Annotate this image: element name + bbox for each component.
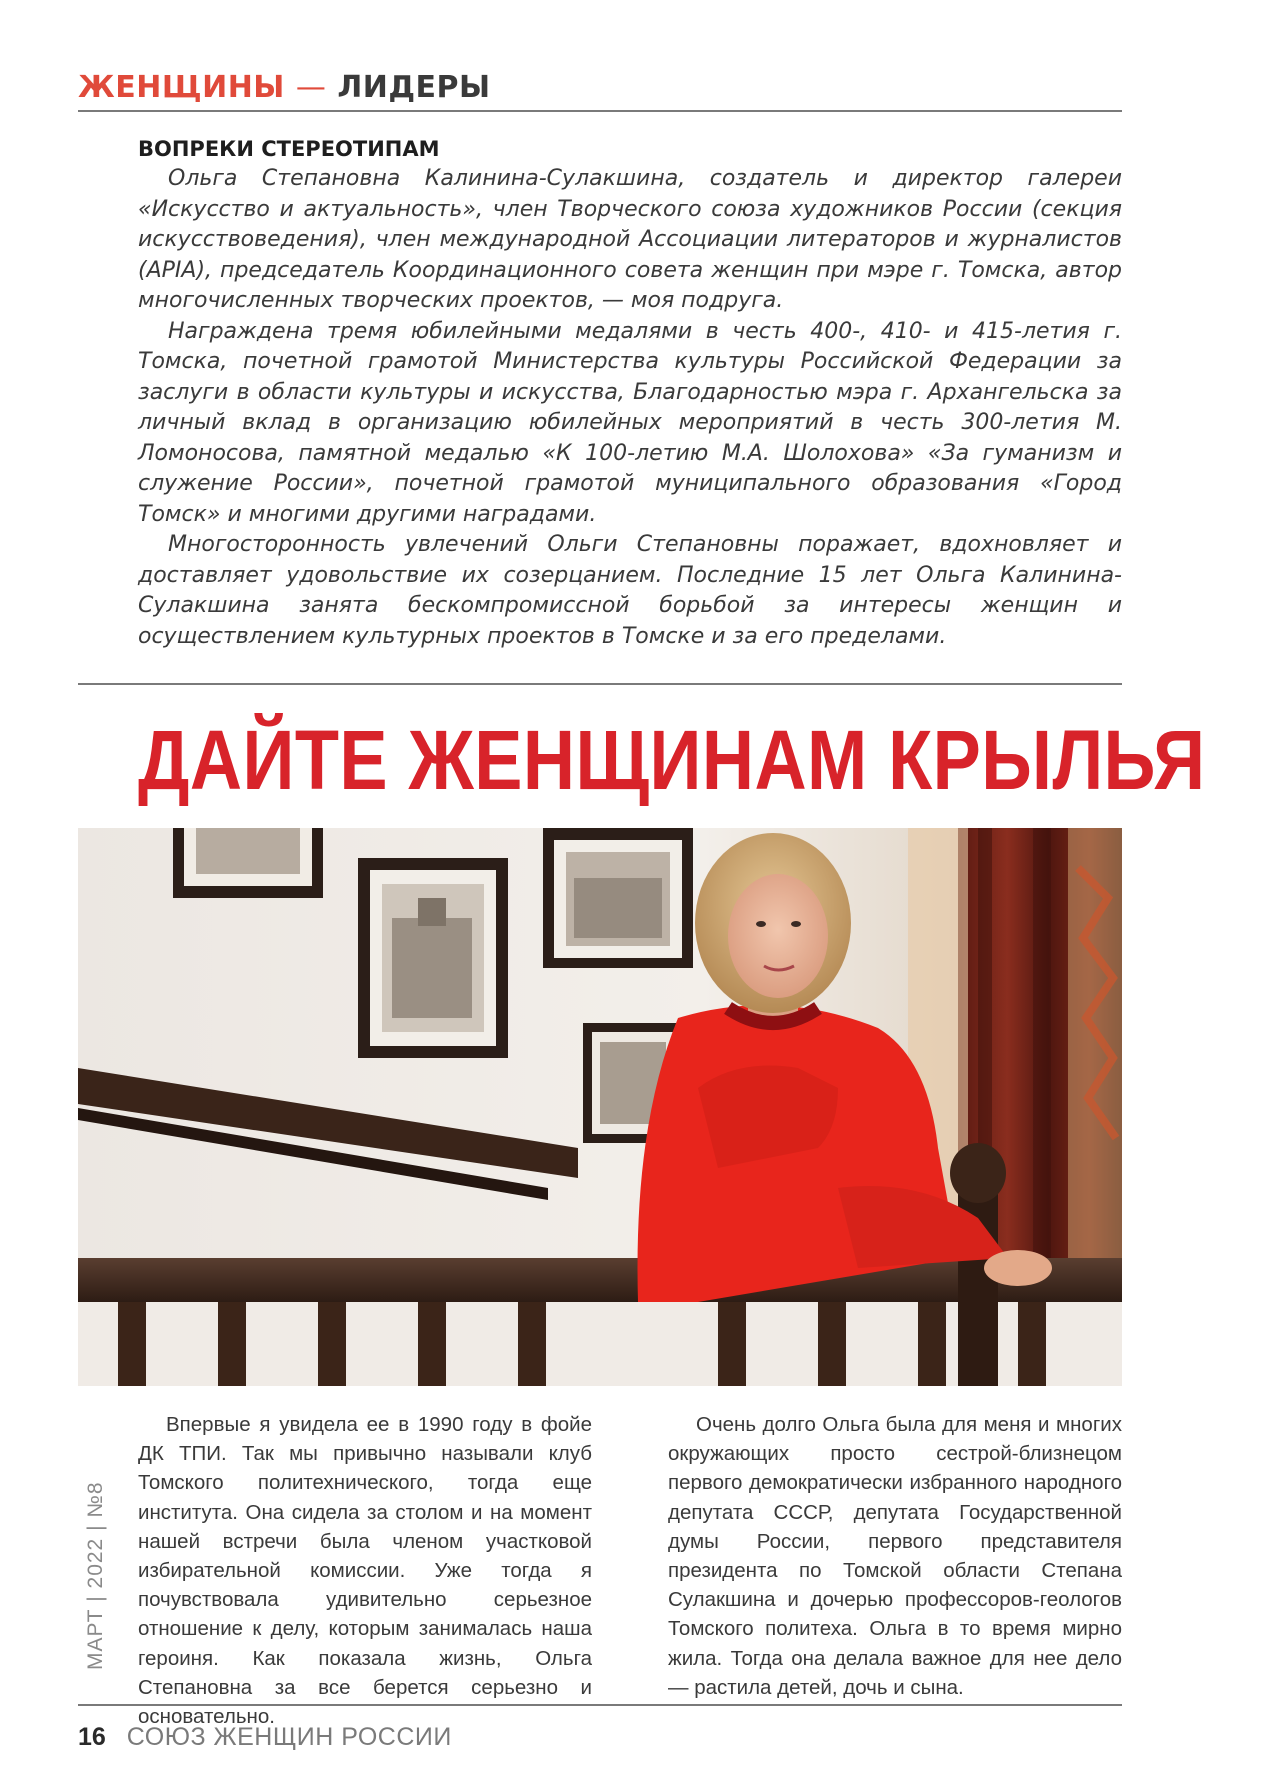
intro-paragraph: Ольга Степановна Калинина-Сулакшина, создатель и директор галереи «Искусство и актуальность», член Творческого союза художников России (секция искусствоведения), член международной Ассоциации литераторов и журналистов (APIA), председатель Координационного совета женщин при мэре г. Томска, автор многочисленных творческих проектов, — моя подруга. xyxy=(138,166,1122,313)
article-column-left: Впервые я увидела ее в 1990 году в фойе ДК ТПИ. Так мы привычно называли клуб Томского политехнического, тогда еще института. Она сидела за столом и на момент нашей встречи была членом участковой избирательной комиссии. Уже тогда я почувствовала удивительно серьезное отношение к делу, которым занималась наша героиня. Как показала жизнь, Ольга Степановна за все берется серьезно и основательно. xyxy=(138,1413,592,1729)
intro-paragraph: Многосторонность увлечений Ольги Степановны поражает, вдохновляет и доставляет удовольствие их созерцанием. Последние 15 лет Ольга Калинина-Сулакшина занята бескомпромиссной борьбой за интересы женщин и осуществлением культурных проектов в Томске и за его пределами. xyxy=(138,532,1122,649)
article-title: ДАЙТЕ ЖЕНЩИНАМ КРЫЛЬЯ xyxy=(138,713,1206,807)
section-title-part2: ЛИДЕРЫ xyxy=(337,70,491,105)
divider xyxy=(78,683,1122,685)
page-number: 16 xyxy=(78,1723,106,1751)
section-header xyxy=(78,72,1122,112)
intro-paragraph: Награждена тремя юбилейными медалями в честь 400-, 410- и 415-летия г. Томска, почетной грамотой Министерства культуры Российской Федерации за заслуги в области культуры и искусства, Благодарностью мэра г. Архангельска за личный вклад в организацию юбилейных мероприятий в честь 300-летия М. Ломоносова, памятной медалью «К 100-летию М.А. Шолохова» «За гуманизм и служение России», почетной грамотой муниципального образования «Город Томск» и многими другими наградами. xyxy=(138,318,1122,527)
issue-info-text: МАРТ | 2022 | №8 xyxy=(84,1481,107,1670)
article-column-right: Очень долго Ольга была для меня и многих окружающих просто сестрой-близнецом первого демократически избранного народного депутата СССР, депутата Государственной думы России, первого представителя президента по Томской области Степана Сулакшина и дочерью профессоров-геологов Томского политеха. Ольга в то время мирно жила. Тогда она делала важное для нее дело — растила детей, дочь и сына. xyxy=(668,1413,1122,1699)
section-title xyxy=(78,72,1122,104)
portrait-photo xyxy=(78,828,1122,1386)
intro-block xyxy=(138,134,1122,652)
issue-info xyxy=(80,1460,120,1700)
footer-divider xyxy=(78,1704,1122,1706)
page-footer xyxy=(78,1720,452,1756)
section-title-part1: ЖЕНЩИНЫ xyxy=(78,70,285,105)
publication-name: СОЮЗ ЖЕНЩИН РОССИИ xyxy=(126,1723,452,1751)
section-title-dash: — xyxy=(295,70,327,105)
intro-heading: ВОПРЕКИ СТЕРЕОТИПАМ xyxy=(138,137,440,161)
